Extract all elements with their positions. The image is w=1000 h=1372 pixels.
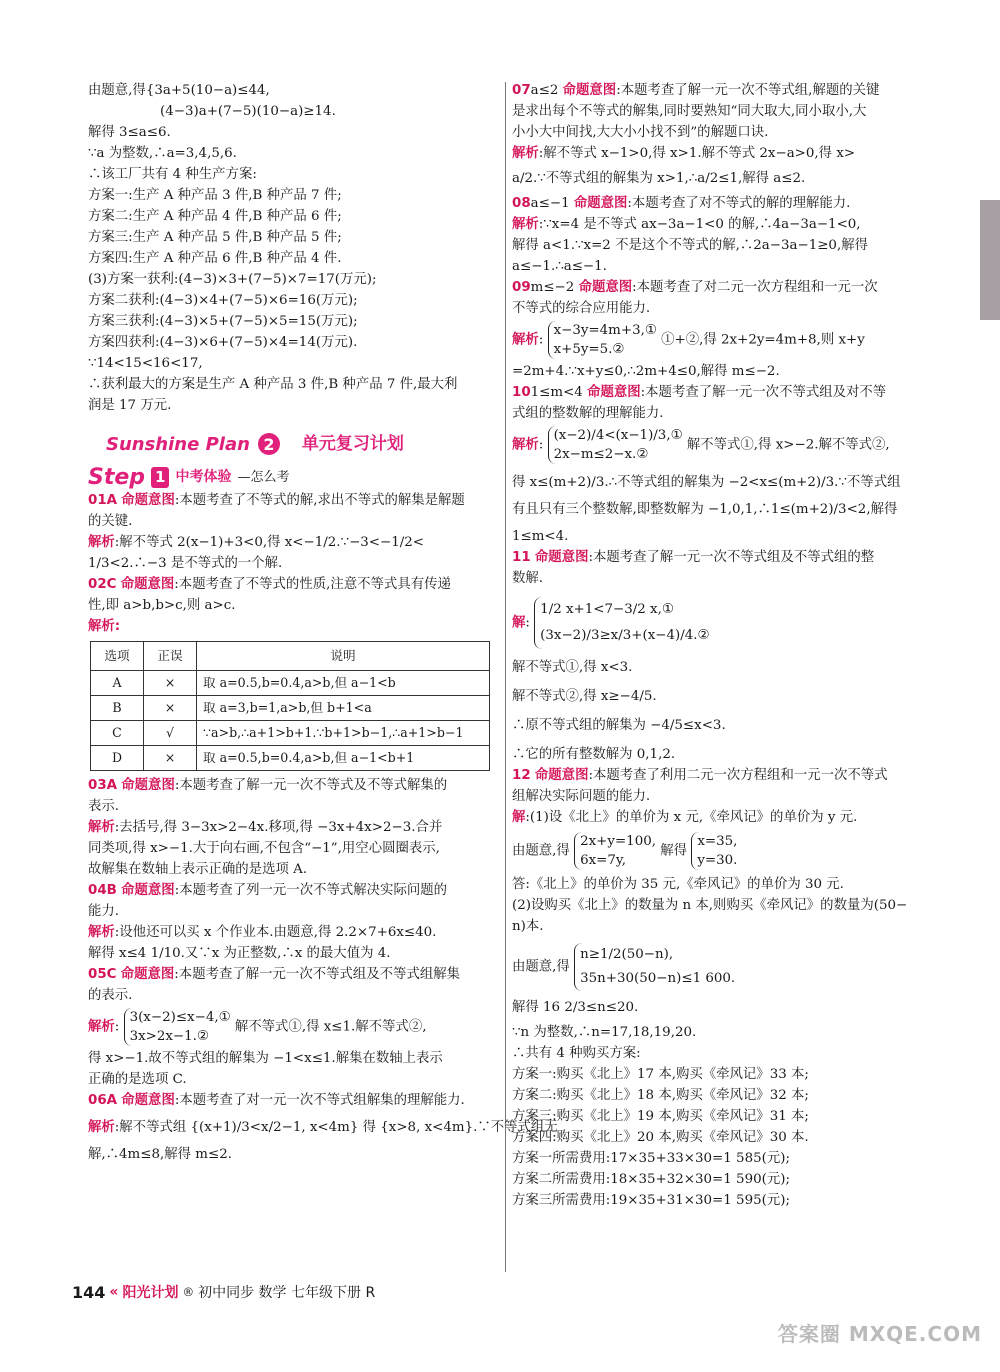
- q03-line2: 表示.: [88, 799, 120, 814]
- text-line: ∵14<15<16<17,: [88, 356, 203, 371]
- q12-line4: 由题意,得 2x+y=100, 6x=7y, 解得 x=35, y=30.: [512, 834, 738, 868]
- equation-system: [548, 321, 657, 359]
- text: :本题考查了列一元一次不等式解决实际问题的: [174, 883, 448, 898]
- keyword: 命题意图: [121, 778, 175, 793]
- text: :解不等式 x−1>0,得 x>1.解不等式 2x−a>0,得 x>: [538, 146, 856, 161]
- table-row: [91, 696, 490, 721]
- question-number: 06: [88, 1093, 107, 1108]
- question-number: 02: [88, 577, 107, 592]
- q03-line4: 同类项,得 x>−1.大于向右画,不包含“−1”,用空心圆圈表示,: [88, 841, 440, 856]
- inequality-system: [124, 1008, 231, 1046]
- text-line: 方案一:购买《北上》17 本,购买《牵风记》33 本;: [512, 1067, 809, 1082]
- q09-line1: [512, 277, 944, 298]
- table-cell: D: [91, 746, 144, 771]
- q05-line1: [88, 964, 498, 985]
- table-cell: ×: [144, 696, 197, 721]
- table-header: 说明: [197, 642, 490, 671]
- text-line: ∴获利最大的方案是生产 A 种产品 3 件,B 种产品 7 件,最大利: [88, 377, 458, 392]
- eq-line: (4−3)a+(7−5)(10−a)≥14.: [160, 104, 336, 119]
- q07-line3: 小小大中间找,大大小小找不到”的解题口诀.: [512, 125, 769, 140]
- q12-line9: 解得 16 2/3≤n≤20.: [512, 1000, 639, 1015]
- q04-line4: 解得 x≤4 1/10.又∵x 为正整数,∴x 的最大值为 4.: [88, 946, 391, 961]
- text-line: 方案二所需费用:18×35+32×30=1 590(元);: [512, 1172, 790, 1187]
- text-line: 方案四获利:(4−3)×6+(7−5)×4=14(万元).: [88, 335, 358, 350]
- q10-line1: [512, 382, 944, 403]
- table-cell: 取 a=0.5,b=0.4,a>b,但 a−1<b+1: [197, 746, 490, 771]
- text: :本题考查了解一元一次不等式组,解题的关键: [616, 83, 880, 98]
- question-answer: C: [106, 967, 117, 982]
- text-line: ∵n 为整数,∴n=17,18,19,20.: [512, 1025, 697, 1040]
- system-row: (3x−2)/3≥x/3+(x−4)/4.②: [540, 628, 710, 643]
- keyword: 解析: [512, 332, 539, 348]
- q12-line7: n)本.: [512, 919, 544, 934]
- question-number: 12: [512, 768, 531, 783]
- text-line: ∴该工厂共有 4 种生产方案:: [88, 167, 257, 182]
- solution-system: [691, 832, 737, 870]
- book-title: 初中同步 数学 七年级下册 R: [198, 1285, 376, 1301]
- text: 解不等式①,得 x>−2.解不等式②,: [686, 437, 890, 453]
- question-number: 10: [512, 385, 531, 400]
- question-answer: A: [106, 778, 118, 793]
- q11-line3: 解: 1/2 x+1<7−3/2 x,① (3x−2)/3≥x/3+(x−4)/4.②: [512, 595, 944, 651]
- q10-line6: 1≤m<4.: [512, 529, 569, 544]
- text: 解不等式①,得 x≤1.解不等式②,: [234, 1019, 427, 1035]
- text: :∵x=4 是不等式 ax−3a−1<0 的解,∴4a−3a−1<0,: [538, 217, 861, 232]
- keyword: 命题意图: [121, 883, 175, 898]
- text: :本题考查了解一元一次不等式及不等式解集的: [174, 778, 448, 793]
- keyword: 命题意图: [578, 280, 633, 295]
- q12-line1: [512, 765, 944, 786]
- question-number: 07: [512, 83, 531, 98]
- step-number: 1: [151, 467, 169, 488]
- text: :本题考查了不等式的解,求出不等式的解集是解题: [174, 493, 465, 508]
- q03-line1: [88, 775, 498, 796]
- text-line: 方案四:购买《北上》20 本,购买《牵风记》30 本.: [512, 1130, 809, 1145]
- q05-line2: 的表示.: [88, 988, 133, 1003]
- text-line: 解得 3≤a≤6.: [88, 125, 171, 140]
- q01-line3: [88, 532, 498, 553]
- question-number: 03: [88, 778, 107, 793]
- system-row: 35n+30(50−n)≤1 600.: [580, 971, 736, 986]
- inequality-system: [548, 426, 683, 464]
- step-heading: [88, 462, 498, 488]
- equation-system: [574, 832, 656, 870]
- table-cell: ×: [144, 671, 197, 696]
- q12-line6: (2)设购买《北上》的数量为 n 本,则购买《牵风记》的数量为(50−: [512, 898, 908, 913]
- text-line: 方案二:生产 A 种产品 4 件,B 种产品 6 件;: [88, 209, 342, 224]
- text-line: [88, 101, 498, 122]
- text-line: [88, 80, 498, 101]
- system-row: x=35,: [697, 834, 738, 849]
- system-row: x+5y=5.②: [553, 342, 625, 357]
- keyword: 解析: [88, 535, 115, 550]
- question-number: 09: [512, 280, 531, 295]
- table-cell: ∵a>b,∴a+1>b+1.∵b+1>b−1,∴a+1>b−1: [197, 721, 490, 746]
- q11-line2: 数解.: [512, 571, 544, 586]
- q05-line4: 得 x>−1.故不等式组的解集为 −1<x≤1.解集在数轴上表示: [88, 1051, 443, 1066]
- text: :本题考查了解一元一次不等式组及不等式组解集: [174, 967, 461, 982]
- q02-line1: [88, 574, 498, 595]
- text-line: 方案三所需费用:19×35+31×30=1 595(元);: [512, 1193, 790, 1208]
- keyword: 解析: [88, 1120, 115, 1135]
- q08-line2: [512, 214, 944, 235]
- text-line: 方案一所需费用:17×35+33×30=1 585(元);: [512, 1151, 790, 1166]
- question-number: 08: [512, 196, 531, 211]
- inequality-system: [574, 943, 735, 991]
- table-cell: ×: [144, 746, 197, 771]
- q12-line8: 由题意,得 n≥1/2(50−n), 35n+30(50−n)≤1 600.: [512, 941, 944, 993]
- double-chevron-icon: «: [109, 1284, 119, 1300]
- step-title: 中考体验: [175, 469, 232, 485]
- keyword: 解: [512, 615, 526, 631]
- q11-line7: ∴它的所有整数解为 0,1,2.: [512, 747, 676, 762]
- text: :本题考查了对二元一次方程组和一元一次: [632, 280, 878, 295]
- text-line: 润是 17 万元.: [88, 398, 172, 413]
- q11-line1: [512, 547, 944, 568]
- brand-name: 阳光计划: [122, 1285, 179, 1301]
- text: :解不等式 2(x−1)+3<0,得 x<−1/2.∵−3<−1/2<: [114, 535, 425, 550]
- text: :本题考查了解一元一次不等式组及对不等: [640, 385, 887, 400]
- system-row: 3x>2x−1.②: [129, 1029, 209, 1044]
- q09-line3: 解析: x−3y=4m+3,① x+5y=5.② ①+②,得 2x+2y=4m+8,则 x+y: [512, 323, 865, 357]
- question-number: 11: [512, 550, 531, 565]
- question-answer: a≤−1: [530, 196, 570, 211]
- text-line: ∴共有 4 种购买方案:: [512, 1046, 641, 1061]
- q11-line6: ∴原不等式组的解集为 −4/5≤x<3.: [512, 718, 726, 733]
- q12-line3: [512, 807, 944, 828]
- system-row: x−3y=4m+3,①: [553, 323, 657, 338]
- q05-line3: 解析: 3(x−2)≤x−4,① 3x>2x−1.② 解不等式①,得 x≤1.解不等式②,: [88, 1010, 427, 1044]
- q03-line5: 故解集在数轴上表示正确的是选项 A.: [88, 862, 308, 877]
- banner-number: 2: [258, 433, 280, 455]
- text: ①+②,得 2x+2y=4m+8,则 x+y: [661, 332, 865, 348]
- keyword: 解析: [512, 217, 539, 232]
- keyword: 命题意图: [121, 1093, 175, 1108]
- text-line: (3)方案一获利:(4−3)×3+(7−5)×7=17(万元);: [88, 272, 377, 287]
- question-answer: m≤−2: [530, 280, 575, 295]
- q08-line1: [512, 193, 944, 214]
- text-line: 方案三:购买《北上》19 本,购买《牵风记》31 本;: [512, 1109, 809, 1124]
- keyword: 命题意图: [587, 385, 641, 400]
- text: :(1)设《北上》的单价为 x 元,《牵风记》的单价为 y 元.: [525, 810, 858, 825]
- text: :本题考查了利用二元一次方程组和一元一次不等式: [588, 768, 888, 783]
- step-subtitle: —怎么考: [237, 470, 290, 485]
- text-line: 方案一:生产 A 种产品 3 件,B 种产品 7 件;: [88, 188, 342, 203]
- table-header-row: [91, 642, 490, 671]
- q09-line2: 不等式的综合应用能力.: [512, 301, 651, 316]
- options-table: [90, 641, 490, 771]
- q01-line1: [88, 490, 498, 511]
- q07-line4: [512, 143, 944, 164]
- table-header: 正误: [144, 642, 197, 671]
- q06-line3: 解,∴4m≤8,解得 m≤2.: [88, 1147, 232, 1162]
- q04-line1: [88, 880, 498, 901]
- watermark: 答案圈 MXQE.COM: [777, 1322, 982, 1346]
- table-cell: √: [144, 721, 197, 746]
- keyword: 解析: [88, 820, 115, 835]
- question-answer: A: [106, 493, 118, 508]
- keyword: 解析: [88, 925, 115, 940]
- keyword: 命题意图: [562, 83, 617, 98]
- q11-line5: 解不等式②,得 x≥−4/5.: [512, 689, 657, 704]
- q12-line5: 答:《北上》的单价为 35 元,《牵风记》的单价为 30 元.: [512, 877, 844, 892]
- table-cell: 取 a=3,b=1,a>b,但 b+1<a: [197, 696, 490, 721]
- q04-line2: 能力.: [88, 904, 120, 919]
- q02-analysis-label: 解析:: [88, 619, 121, 634]
- q10-line3: 解析: (x−2)/4<(x−1)/3,① 2x−m≤2−x.② 解不等式①,得 x>−2.解不等式②,: [512, 428, 890, 462]
- system-row: 3(x−2)≤x−4,①: [129, 1010, 231, 1025]
- right-column: [512, 80, 944, 1211]
- table-header: 选项: [91, 642, 144, 671]
- column-divider: [505, 82, 506, 1272]
- keyword: 解析: [88, 1019, 115, 1035]
- q06-line1: [88, 1090, 498, 1111]
- system-row: 2x+y=100,: [580, 834, 656, 849]
- text-line: 方案三获利:(4−3)×5+(7−5)×5=15(万元);: [88, 314, 358, 329]
- text: :设他还可以买 x 个作业本.由题意,得 2.2×7+6x≤40.: [114, 925, 437, 940]
- system-row: y=30.: [697, 853, 738, 868]
- question-number: 05: [88, 967, 107, 982]
- text: :本题考查了对一元一次不等式组解集的理解能力.: [174, 1093, 465, 1108]
- table-row: [91, 721, 490, 746]
- q01-line4: 1/3<2.∴−3 是不等式的一个解.: [88, 556, 283, 571]
- question-answer: B: [106, 883, 117, 898]
- question-answer: C: [106, 577, 117, 592]
- banner-plan: Sunshine Plan: [106, 433, 250, 455]
- page-footer: [72, 1282, 375, 1302]
- question-answer: a≤2: [530, 83, 559, 98]
- table-cell: B: [91, 696, 144, 721]
- table-cell: C: [91, 721, 144, 746]
- keyword: 解: [512, 810, 526, 825]
- page-number: 144: [72, 1282, 106, 1302]
- text-line: 方案二获利:(4−3)×4+(7−5)×6=16(万元);: [88, 293, 358, 308]
- q02-line2: 性,即 a>b,b>c,则 a>c.: [88, 598, 236, 613]
- section-banner: [88, 430, 498, 458]
- q07-line1: [512, 80, 944, 101]
- keyword: 命题意图: [120, 577, 175, 592]
- q10-line4: 得 x≤(m+2)/3.∴不等式组的解集为 −2<x≤(m+2)/3.∵不等式组: [512, 475, 901, 490]
- page-edge-tab: [980, 200, 1000, 320]
- q05-line5: 正确的是选项 C.: [88, 1072, 187, 1087]
- system-row: 2x−m≤2−x.②: [553, 447, 649, 462]
- text-line: 方案二:购买《北上》18 本,购买《牵风记》32 本;: [512, 1088, 809, 1103]
- question-answer: 1≤m<4: [530, 385, 583, 400]
- keyword: 命题意图: [121, 493, 175, 508]
- q07-line5: a/2.∵不等式组的解集为 x>1,∴a/2≤1,解得 a≤2.: [512, 171, 806, 186]
- keyword: 命题意图: [573, 196, 628, 211]
- keyword: 解析: [512, 146, 539, 161]
- text: :本题考查了不等式的性质,注意不等式具有传递: [174, 577, 451, 592]
- q09-line4: =2m+4.∵x+y≤0,∴2m+4≤0,解得 m≤−2.: [512, 364, 780, 379]
- table-row: [91, 671, 490, 696]
- system-row: 1/2 x+1<7−3/2 x,①: [540, 602, 674, 617]
- text: :本题考查了对不等式的解的理解能力.: [627, 196, 851, 211]
- system-row: 6x=7y,: [580, 853, 626, 868]
- keyword: 命题意图: [120, 967, 175, 982]
- step-word: Step: [88, 465, 146, 490]
- text: :解不等式组 {(x+1)/3<x/2−1, x<4m} 得 {x>8, x<4m}.∵不等式组无: [114, 1120, 558, 1135]
- q07-line2: 是求出每个不等式的解集,同时要熟知“同大取大,同小取小,大: [512, 104, 867, 119]
- text-line: 方案三:生产 A 种产品 5 件,B 种产品 5 件;: [88, 230, 342, 245]
- question-number: 04: [88, 883, 107, 898]
- q10-line2: 式组的整数解的理解能力.: [512, 406, 664, 421]
- keyword: 解析: [512, 437, 539, 453]
- table-cell: A: [91, 671, 144, 696]
- table-cell: 取 a=0.5,b=0.4,a>b,但 a−1<b: [197, 671, 490, 696]
- q01-line2: 的关键.: [88, 514, 133, 529]
- q06-line2: [88, 1117, 558, 1138]
- q08-line3: 解得 a<1.∵x=2 不是这个不等式的解,∴2a−3a−1≥0,解得: [512, 238, 868, 253]
- question-number: 01: [88, 493, 107, 508]
- system-row: n≥1/2(50−n),: [580, 947, 674, 962]
- q12-line2: 组解决实际问题的能力.: [512, 789, 651, 804]
- keyword: 命题意图: [534, 768, 589, 783]
- q03-line3: [88, 817, 498, 838]
- q08-line4: a≤−1.∴a≤−1.: [512, 259, 607, 274]
- registered-mark: ®: [182, 1285, 195, 1299]
- table-row: [91, 746, 490, 771]
- text: :去括号,得 3−3x>2−4x.移项,得 −3x+4x>2−3.合并: [114, 820, 443, 835]
- text-line: 方案四:生产 A 种产品 6 件,B 种产品 4 件.: [88, 251, 342, 266]
- q11-line4: 解不等式①,得 x<3.: [512, 660, 633, 675]
- q04-line3: [88, 922, 498, 943]
- text: :本题考查了解一元一次不等式组及不等式组的整: [588, 550, 875, 565]
- system-row: (x−2)/4<(x−1)/3,①: [553, 428, 683, 443]
- keyword: 命题意图: [534, 550, 589, 565]
- q10-line5: 有且只有三个整数解,即整数解为 −1,0,1,∴1≤(m+2)/3<2,解得: [512, 502, 898, 517]
- inequality-system: [534, 597, 709, 649]
- banner-title: 单元复习计划: [301, 433, 404, 454]
- text-line: ∵a 为整数,∴a=3,4,5,6.: [88, 146, 237, 161]
- eq-line: 由题意,得{3a+5(10−a)≤44,: [88, 83, 270, 98]
- question-answer: A: [106, 1093, 118, 1108]
